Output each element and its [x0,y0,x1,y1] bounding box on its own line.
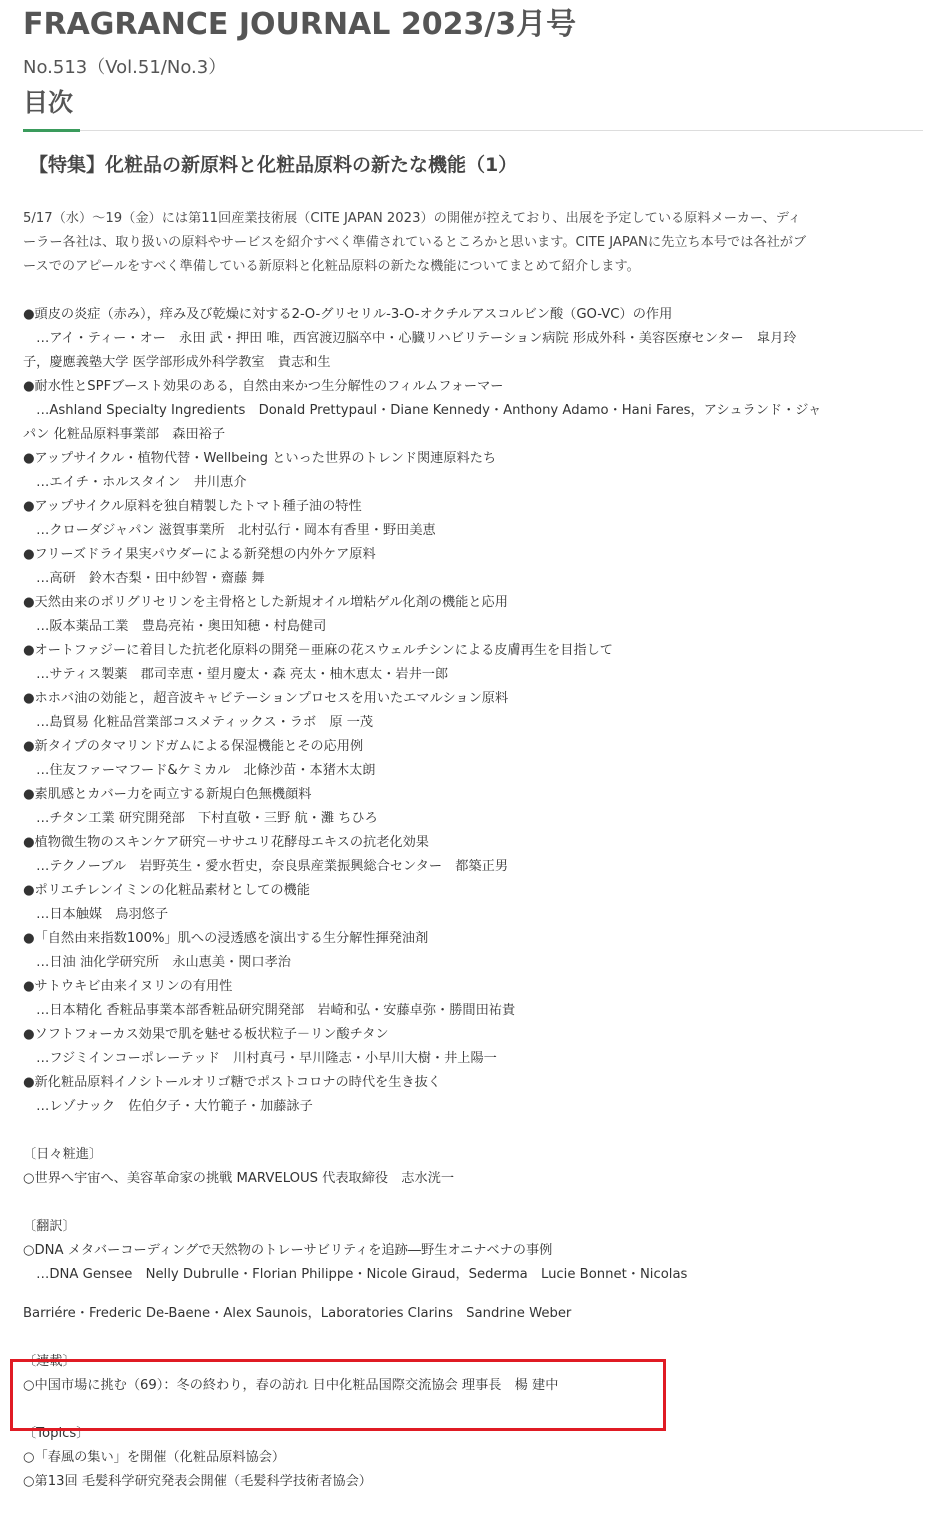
intro-line: ースでのアピールをすべく準備している新原料と化粧品原料の新たな機能についてまとめて紹介します。 [23,259,640,274]
section-item: ○DNA メタバーコーディングで天然物のトレーサビリティを追跡―野生オニナベナの事例 [23,1243,553,1258]
section-item-continuation: Barriére・Frederic De-Baene・Alex Saunois，Laboratories Clarins Sandrine Weber [23,1306,572,1321]
section-header: 〔日々粧進〕 [23,1147,103,1162]
article-line: …Ashland Specialty Ingredients Donald Prettypaul・Diane Kennedy・Anthony Adamo・Hani Fares，アシュランド・ジャ [23,403,822,418]
article-line: 子，慶應義塾大学 医学部形成外科学教室 貴志和生 [23,355,331,370]
section-honyaku [23,1215,923,1326]
section-hibi-shoshin [23,1143,923,1191]
toc-page [23,0,923,1494]
section-item: ○第13回 毛髪科学研究発表会開催（毛髪科学技術者協会） [23,1474,372,1489]
article-line: …サティス製薬 郡司幸恵・望月慶太・森 亮太・柚木恵太・岩井一郎 [23,667,449,682]
highlight-box-rensai [10,1359,666,1431]
article-line: ●新化粧品原料イノシトールオリゴ糖でポストコロナの時代を生き抜く [23,1075,441,1090]
article-line: ●ポリエチレンイミンの化粧品素材としての機能 [23,883,310,898]
intro-line: ーラー各社は、取り扱いの原料やサービスを紹介すべく準備されているところかと思います。CITE JAPANに先立ち本号では各社がブ [23,235,807,250]
article-line: ●サトウキビ由来イヌリンの有用性 [23,979,233,994]
article-line: …日本触媒 鳥羽悠子 [23,907,169,922]
section-header: 〔翻訳〕 [23,1219,76,1234]
article-line: ●素肌感とカバー力を両立する新規白色無機顔料 [23,787,312,802]
article-line: ●アップサイクル原料を独自精製したトマト種子油の特性 [23,499,362,514]
section-item: ○「春風の集い」を開催（化粧品原料協会） [23,1450,286,1465]
feature-intro [23,207,923,279]
feature-title: 【特集】化粧品の新原料と化粧品原料の新たな機能（1） [29,154,518,176]
article-line: ●ホホバ油の効能と，超音波キャビテーションプロセスを用いたエマルション原料 [23,691,509,706]
issue-number: No.513（Vol.51/No.3） [23,57,227,78]
section-item: ○中国市場に挑む（69）：冬の終わり，春の訪れ 日中化粧品国際交流協会 理事長 楊 建中 [23,1378,559,1393]
divider-accent [23,129,80,132]
article-line: ●頭皮の炎症（赤み），痒み及び乾燥に対する2-O-グリセリル-3-O-オクチルアスコルビン酸（GO-VC）の作用 [23,307,673,322]
article-line: …日油 油化学研究所 永山恵美・関口孝治 [23,955,291,970]
article-line: …島貿易 化粧品営業部コスメティックス・ラボ 原 一茂 [23,715,374,730]
article-line: …アイ・ティー・オー 永田 武・押田 唯，西宮渡辺脳卒中・心臓リハビリテーション病院 形成外科・美容医療センター 皐月玲 [23,331,797,346]
article-line: …住友ファーマフード&ケミカル 北條沙苗・本猪木太朗 [23,763,376,778]
toc-title: 目次 [23,88,74,117]
article-line: ●オートファジーに着目した抗老化原料の開発－亜麻の花スウェルチシンによる皮膚再生を目指して [23,643,613,658]
title-divider [23,119,923,135]
article-line: …テクノーブル 岩野英生・愛水哲史，奈良県産業振興総合センター 都築正男 [23,859,509,874]
article-line: ●「自然由来指数100%」肌への浸透感を演出する生分解性揮発油剤 [23,931,429,946]
article-line: …レゾナック 佐伯夕子・大竹範子・加藤詠子 [23,1099,313,1114]
section-item: …DNA Gensee Nelly Dubrulle・Florian Philippe・Nicole Giraud，Sederma Lucie Bonnet・Nicolas [23,1267,688,1282]
article-line: ●新タイプのタマリンドガムによる保湿機能とその応用例 [23,739,364,754]
article-line: …チタン工業 研究開発部 下村直敬・三野 航・灘 ちひろ [23,811,378,826]
article-line: ●ソフトフォーカス効果で肌を魅せる板状粒子－リン酸チタン [23,1027,389,1042]
intro-line: 5/17（水）～19（金）には第11回産業技術展（CITE JAPAN 2023）の開催が控えており、出展を予定している原料メーカー、ディ [23,211,802,226]
article-line: …日本精化 香粧品事業本部香粧品研究開発部 岩崎和弘・安藤卓弥・勝間田祐貴 [23,1003,516,1018]
feature-article-list [23,303,923,1119]
article-line: ●植物微生物のスキンケア研究－ササユリ花酵母エキスの抗老化効果 [23,835,429,850]
article-line: ●天然由来のポリグリセリンを主骨格とした新規オイル増粘ゲル化剤の機能と応用 [23,595,508,610]
divider-line [23,130,923,131]
section-header: 〔Topics〕 [23,1426,90,1441]
section-header: 〔連載〕 [23,1354,76,1369]
article-line: …エイチ・ホルスタイン 井川恵介 [23,475,247,490]
section-topics [23,1422,923,1494]
article-line: …クローダジャパン 滋賀事業所 北村弘行・岡本有香里・野田美恵 [23,523,436,538]
article-line: ●フリーズドライ果実パウダーによる新発想の内外ケア原料 [23,547,376,562]
article-line: ●アップサイクル・植物代替・Wellbeing といった世界のトレンド関連原料たち [23,451,497,466]
article-line: …フジミインコーポレーテッド 川村真弓・早川隆志・小早川大樹・井上陽一 [23,1051,497,1066]
article-line: パン 化粧品原料事業部 森田裕子 [23,427,226,442]
article-line: …高研 鈴木杏梨・田中紗智・齋藤 舞 [23,571,265,586]
article-line: …阪本薬品工業 豊島亮祐・奥田知穂・村島健司 [23,619,327,634]
article-line: ●耐水性とSPFブースト効果のある，自然由来かつ生分解性のフィルムフォーマー [23,379,504,394]
section-item: ○世界へ宇宙へ、美容革命家の挑戦 MARVELOUS 代表取締役 志水洸一 [23,1171,455,1186]
journal-title: FRAGRANCE JOURNAL 2023/3月号 [23,7,577,42]
